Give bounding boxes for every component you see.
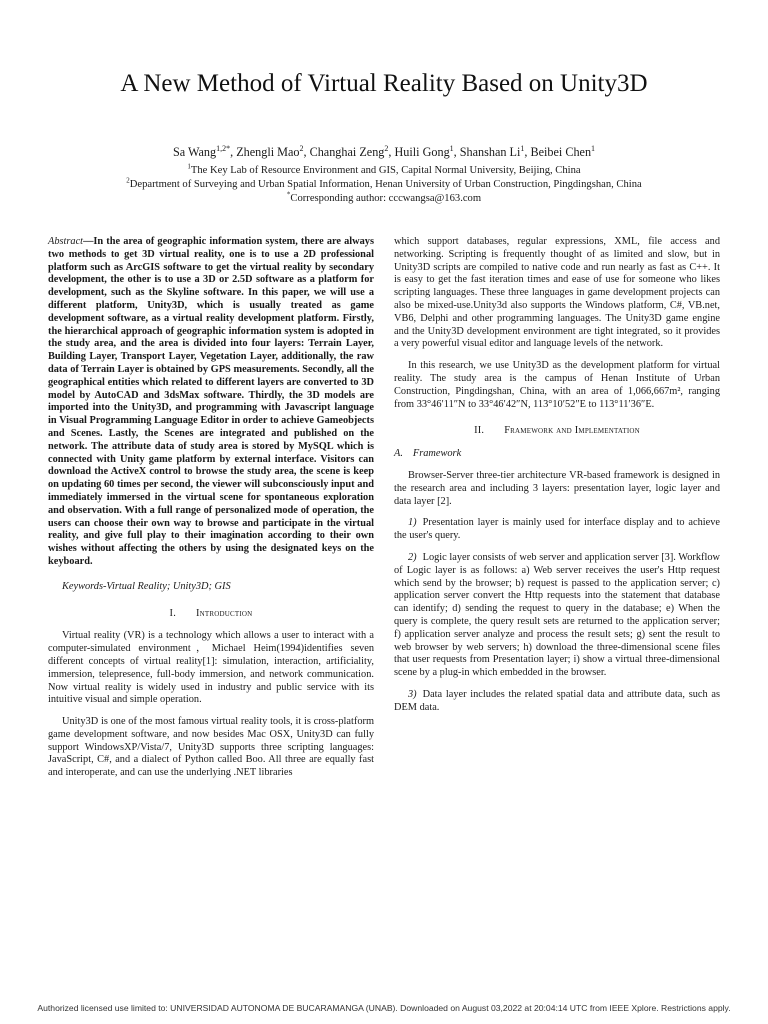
author: Changhai Zeng$^2$, xyxy=(309,143,395,159)
intro-paragraph-2: Unity3D is one of the most famous virtual reality tools, it is cross-platform game development software, and now besides Mac OSX, Unity3D can fully support WindowsXP/Vista/7, Unity3D supports three scripting languages: JavaScript, C#, and a dialect of Python called Boo. All three are equally fast and interoperate, and can use the underlying .NET libraries xyxy=(48,716,374,779)
affiliation-1: $^1$The Key Lab of Resource Environment and GIS, Capital Normal University, Beijing, China xyxy=(187,162,581,176)
license-footer: Authorized licensed use limited to: UNIVERSIDAD AUTONOMA DE BUCARAMANGA (UNAB). Downloaded on August 03,2022 at 20:04:14 UTC from IEEE Xplore. Restrictions apply. xyxy=(37,1003,731,1013)
framework-intro: Browser-Server three-tier architecture VR-based framework is designed in the research area and including 3 layers: presentation layer, logic layer and data layer [2]. xyxy=(394,469,720,507)
keywords: Keywords-Virtual Reality; Unity3D; GIS xyxy=(62,580,231,592)
study-area-paragraph: In this research, we use Unity3D as the development platform for virtual reality. The study area is the campus of Henan Institute of Urban Construction, Pingdingshan, China, with an area of 1,066,667m², ranging from 33°46′11″N to 33°46′42″N, 113°10′52″E to 113°11′36″E. xyxy=(394,360,720,410)
intro-paragraph-continued: which support databases, regular expressions, XML, file access and networking. Scripting is frequently thought of as limited and slow, but in Unity3D scripts are compiled to native code and run nearly as fast as C++. It is easy to get the fast iteration times and ease of use for someone who likes scripting languages. These three languages in game development projects can also be mixed-use.Unity3d also supports the Windows platform, C#, VB.net, VB6, Delphi and other programming languages. The Unity3D game engine and the Unity3D development environment are tight integrated, so it provides a very powerful visual editor and language levels of the network. xyxy=(394,236,720,350)
abstract-text: In the area of geographic information system, there are always two methods to get 3D virtual reality, one is to use a 2D professional platform such as ArcGIS software to get the virtual reality by secondary development, the other is to use a 3D or 2.5D software as a platform for development, such as the Skyline software. In this paper, we will use a different platform, Unity3D, which is usually treated as game development software, as a virtual reality development platform. Firstly, the hierarchical approach of geographic information system is adopted in the study area, and the area is divided into four layers: Terrain Layer, Building Layer, Transport Layer, Vegetation Layer, additionally, the raw data of Terrain Layer is obtained by GPS measurements. Secondly, all the geographical entities which related to different layers are converted to 3D model by AutoCAD and 3dsMax software. Thirdly, the 3D models are imported into the Unity3D, and programming with Javascript language in Visual Programming Language Editor in order to achieve Gameobjects and Scenes. Lastly, the Scenes are integrated and published on the network. The attribute data of study area is stored by MySQL which is connected with Unity game platform by external interface. Visitors can download the ActiveX control to browse the study area, the scene is keep on updating 60 times per second, the viewer will subconsciously input and immediately immersed in the virtual scene for spontaneous exploration and observation. With a full range of personalized mode of operation, the users can choose their own way to browse and participate in the virtual reality, and give full play to their imagination according to their own wishes without affecting the others by using the designated keys on the keyboard. xyxy=(48,236,374,567)
author: Zhengli Mao$^2$, xyxy=(236,143,310,159)
author: Shanshan Li$^1$, xyxy=(459,143,531,159)
intro-paragraph-1: Virtual reality (VR) is a technology which allows a user to interact with a computer-simulated environment，Michael Heim(1994)identifies seven different concepts of virtual reality[1]: simulation, interaction, artificiality, immersion, telepresence, full-body immersion, and network communication. Now virtual reality is widely used in industry and public service with its intuitive visual and simple operation. xyxy=(48,630,374,706)
right-column xyxy=(394,236,720,715)
abstract: Abstract—In the area of geographic information system, there are always two methods to get 3D virtual reality, one is to use a 2D professional platform such as ArcGIS software to get the virtual reality by secondary development, the other is to use a 3D or 2.5D software as a platform for development, such as the Skyline software. In this paper, we will use a different platform, Unity3D, which is usually treated as game development software, as a virtual reality development platform. Firstly, the hierarchical approach of geographic information system is adopted in the study area, and the area is divided into four layers: Terrain Layer, Building Layer, Transport Layer, Vegetation Layer, additionally, the raw data of Terrain Layer is obtained by GPS measurements. Secondly, all the geographical entities which related to different layers are converted to 3D model by AutoCAD and 3dsMax software. Thirdly, the 3D models are imported into the Unity3D, and programming with Javascript language in Visual Programming Language Editor in order to achieve Gameobjects and Scenes. Lastly, the Scenes are integrated and published on the network. The attribute data of study area is stored by MySQL which is connected with Unity game platform by external interface. Visitors can download the ActiveX control to browse the study area, the scene is keep on updating 60 times per second, the viewer will subconsciously input and immediately immersed in the virtual scene for spontaneous exploration and observation. With a full range of personalized mode of operation, the users can choose their own way to browse and participate in the virtual reality, and give full play to their imagination according to their own wishes without affecting the others by using the designated keys on the keyboard. xyxy=(48,236,374,567)
section-heading-framework: II. Framework and Implementation xyxy=(474,425,640,437)
author-list xyxy=(0,144,768,160)
abstract-label: Abstract xyxy=(48,236,84,247)
subsection-heading-framework: A. Framework xyxy=(394,448,462,460)
author: Huili Gong$^1$, xyxy=(394,143,460,159)
affiliation-2: $^2$Department of Surveying and Urban Spatial Information, Henan University of Urban Construction, Pingdingshan, China xyxy=(126,176,642,190)
framework-item-2: 2) Logic layer consists of web server and application server [3]. Workflow of Logic layer is as follows: a) Web server receives the user's Http request which send by the browser; b) request is passed to the application server; c) application server convert the Http requests into the statement that database can identify; d) sending the request to query in the database; e) When the query is complete, the query result sets are returned to the application server; f) application server analyze and process the result sets; g) sent the result to web browser by web servers; h) download the three-dimensional scene files that user requests from Presentation layer; i) show a virtual three-dimensional scene by a plug-in which embedded in the browser. xyxy=(394,551,720,679)
section-heading-introduction: I. Introduction xyxy=(169,607,253,619)
corresponding-author: *Corresponding author: cccwangsa@163.com xyxy=(286,190,482,204)
framework-item-1: 1) Presentation layer is mainly used for interface display and to achieve the user's query. xyxy=(394,517,720,542)
framework-item-3: 3) Data layer includes the related spatial data and attribute data, such as DEM data. xyxy=(394,688,720,713)
paper-title: A New Method of Virtual Reality Based on Unity3D xyxy=(120,70,648,97)
author: Beibei Chen$^1$ xyxy=(530,143,596,159)
author: Sa Wang$^{1,2*}$, xyxy=(172,143,237,159)
left-column xyxy=(48,236,374,780)
